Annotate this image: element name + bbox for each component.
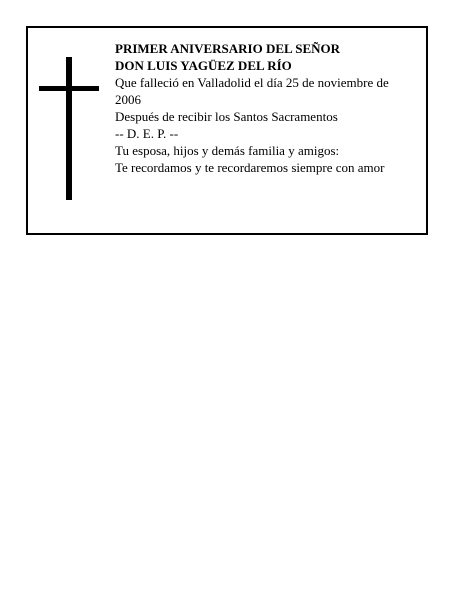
cross-vertical-bar — [66, 57, 72, 200]
family-line: Tu esposa, hijos y demás familia y amigos: — [115, 143, 340, 158]
remembrance-message: Te recordamos y te recordaremos siempre con amor — [115, 160, 385, 175]
notice-text-block — [115, 40, 415, 176]
death-info: Que falleció en Valladolid el día 25 de noviembre de 2006 — [115, 75, 389, 107]
cross-icon — [39, 57, 99, 200]
notice-heading-line-1: PRIMER ANIVERSARIO DEL SEÑOR — [115, 41, 341, 56]
notice-heading-line-2: DON LUIS YAGÜEZ DEL RÍO — [115, 58, 292, 73]
cross-horizontal-bar — [39, 86, 99, 91]
rip-line: -- D. E. P. -- — [115, 126, 179, 141]
sacraments-line: Después de recibir los Santos Sacramentos — [115, 109, 338, 124]
obituary-notice — [26, 26, 428, 235]
